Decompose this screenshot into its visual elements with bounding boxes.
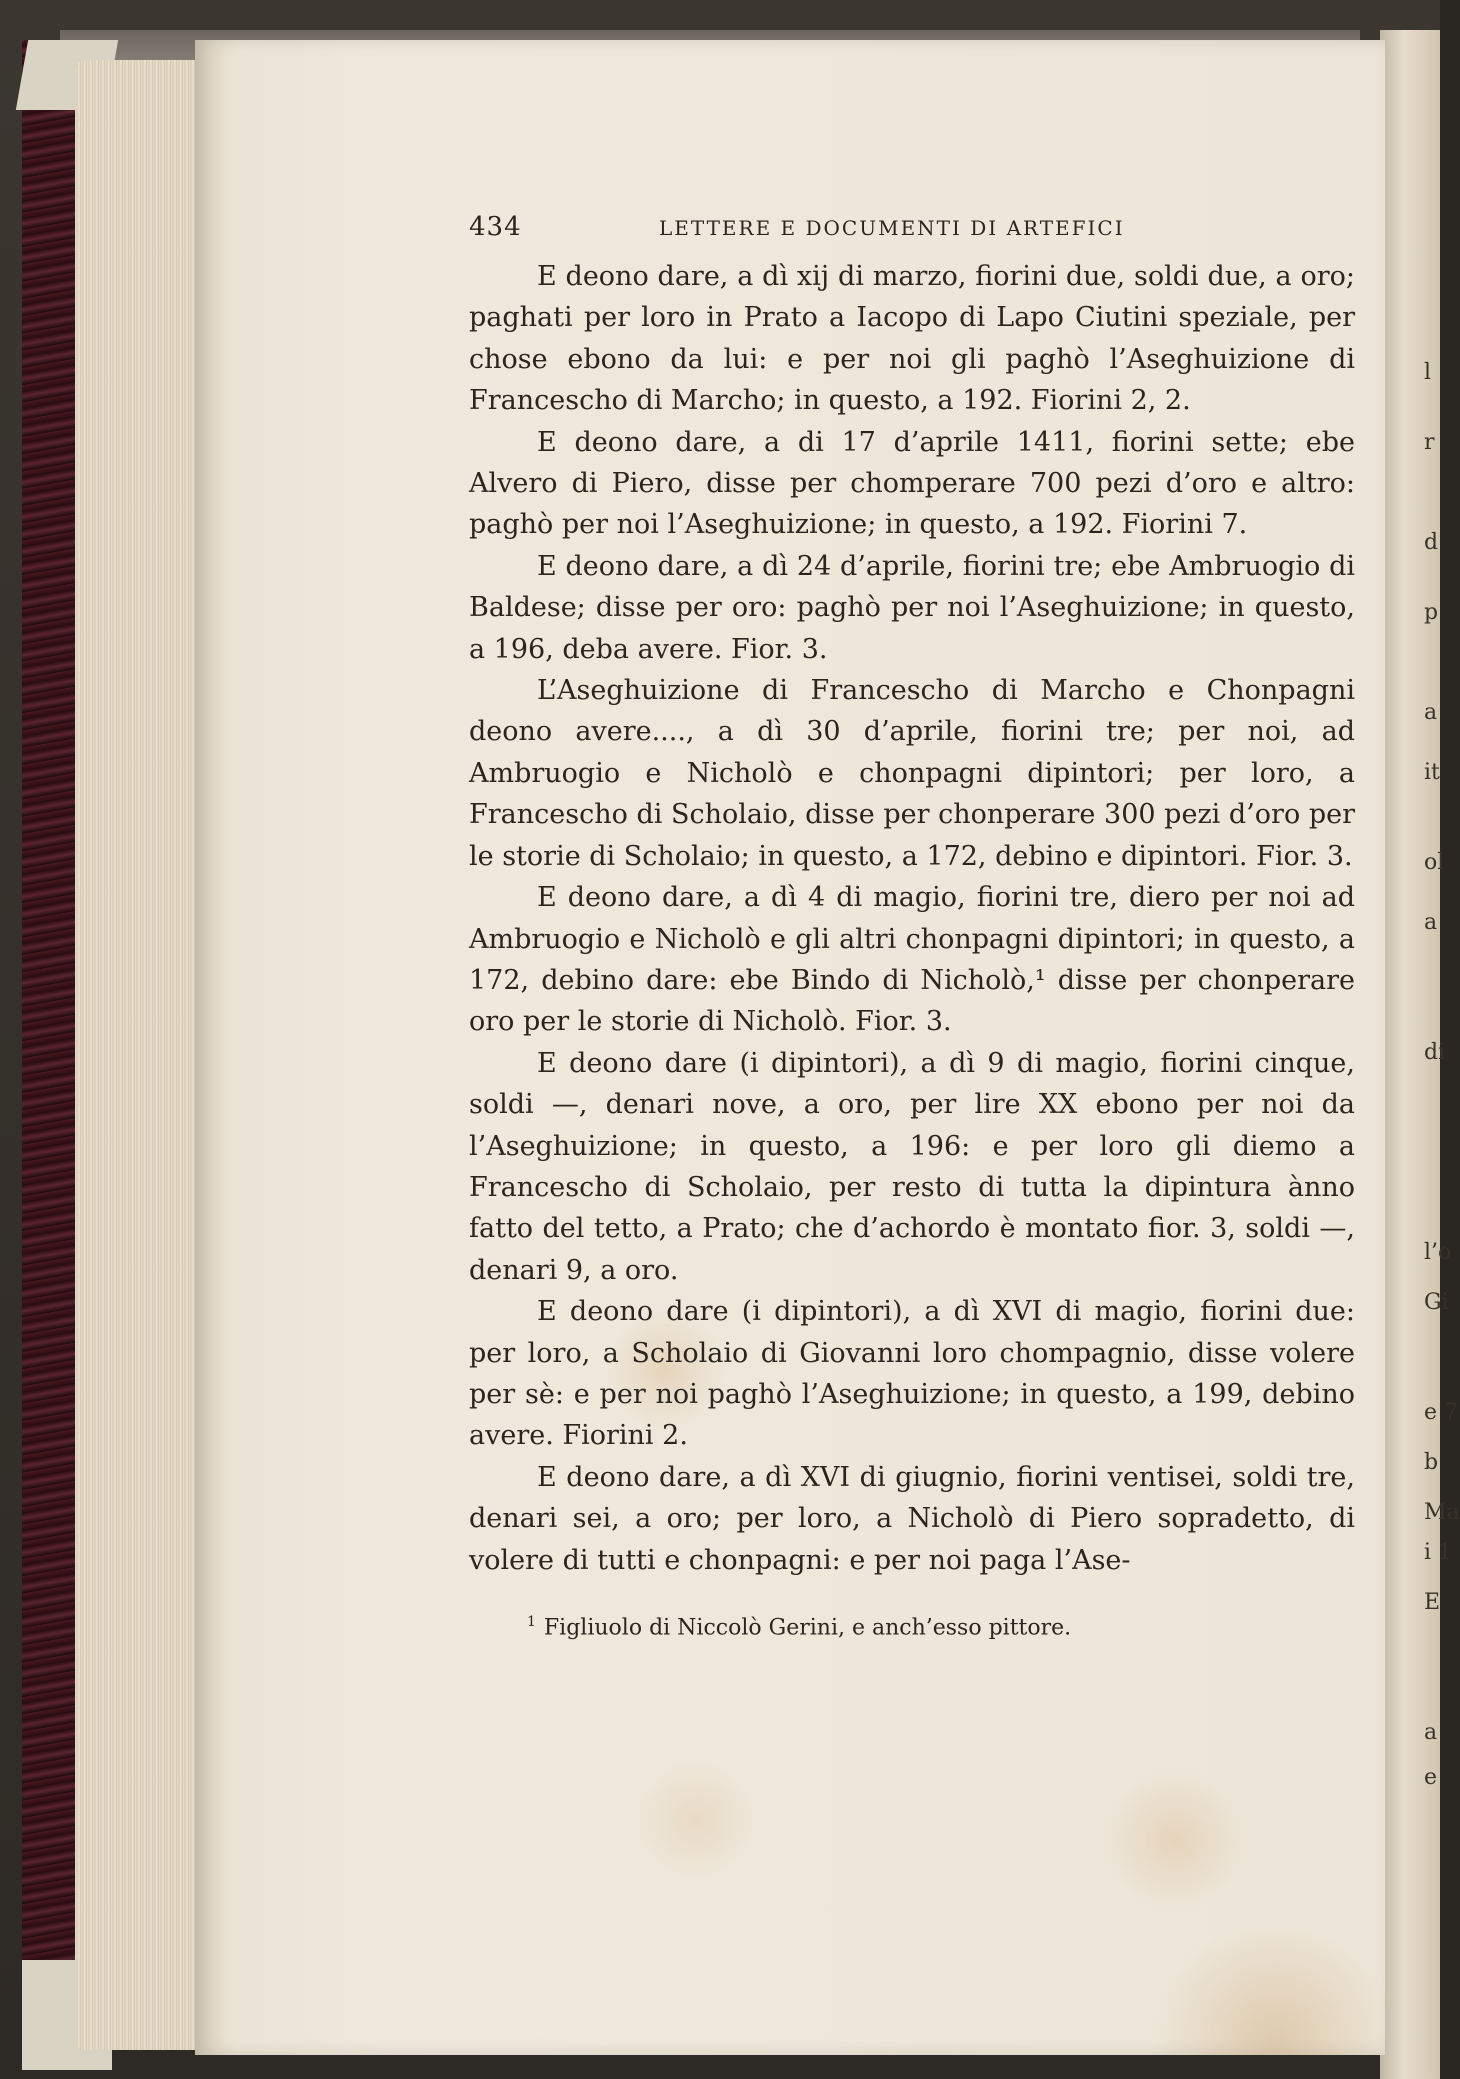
marbled-cover [22, 40, 82, 2040]
facing-page-fragment: di [1424, 1040, 1446, 1065]
facing-page-fragment: Ma [1424, 1500, 1460, 1525]
footnote [469, 1607, 1355, 1643]
footnote-text: Figliuolo di Niccolò Gerini, e anch’esso pittore. [543, 1615, 1072, 1641]
facing-page-fragment: d [1424, 530, 1439, 555]
facing-page-fragment: ol [1424, 850, 1445, 875]
paragraph: E deono dare, a dì xij di marzo, fiorini due, soldi due, a oro; paghati per loro in Prato a Iacopo di Lapo Ciutini speziale, per chose ebono da lui: e per noi gli paghò l’Aseghuizione di Francescho di Marcho; in questo, a 192. Fiorini 2, 2. [469, 261, 1355, 417]
facing-page-fragment: e 7 [1424, 1400, 1459, 1425]
facing-page-fragment: i 1 [1424, 1540, 1453, 1565]
facing-page-fragment: E [1424, 1590, 1441, 1615]
page-content [469, 208, 1355, 1643]
paragraph: E deono dare, a dì 4 di magio, fiorini tre, diero per noi ad Ambruogio e Nicholò e gli altri chonpagni dipintori; in questo, a 172, debino dare: ebe Bindo di Nicholò,¹ disse per chonperare oro per le storie di Nicholò. Fior. 3. [469, 882, 1355, 1038]
page-number: 434 [469, 212, 522, 242]
book-page [195, 40, 1385, 2055]
paragraph: E deono dare (i dipintori), a dì 9 di magio, fiorini cinque, soldi —, denari nove, a oro, per lire XX ebono per noi da l’Aseghuizione; in questo, a 196: e per loro gli diemo a Francescho di Scholaio, per resto di tutta la dipintura ànno fatto del tetto, a Prato; che d’achordo è montato fior. 3, soldi —, denari 9, a oro. [469, 1047, 1355, 1286]
running-title: LETTERE E DOCUMENTI DI ARTEFICI [659, 216, 1125, 240]
facing-page-fragment: p [1424, 600, 1439, 625]
facing-page-fragment: a [1424, 700, 1438, 725]
facing-page-fragment: it [1424, 760, 1440, 785]
facing-page-fragment: e [1424, 1765, 1438, 1790]
paragraph: E deono dare, a dì XVI di giugnio, fiorini ventisei, soldi tre, denari sei, a oro; per loro, a Nicholò di Piero sopradetto, di volere di tutti e chonpagni: e per noi paga l’Ase- [469, 1461, 1355, 1576]
facing-page-fragment: a [1424, 1720, 1438, 1745]
page-header [469, 208, 1355, 256]
facing-page-fragment: Gi [1424, 1290, 1449, 1315]
page-edges [75, 60, 205, 2050]
paragraph: E deono dare (i dipintori), a dì XVI di magio, fiorini due: per loro, a Scholaio di Giovanni loro chompagnio, disse volere per sè: e per noi paghò l’Aseghuizione; in questo, a 199, debino avere. Fiorini 2. [469, 1296, 1355, 1452]
facing-page-fragment: a [1424, 910, 1438, 935]
paragraph: E deono dare, a di 17 d’aprile 1411, fiorini sette; ebe Alvero di Piero, disse per chomperare 700 pezi d’oro e altro: paghò per noi l’Aseghuizione; in questo, a 192. Fiorini 7. [469, 426, 1355, 541]
facing-page-fragment: l’o [1424, 1240, 1452, 1265]
paragraph: L’Aseghuizione di Francescho di Marcho e Chonpagni deono avere...., a dì 30 d’aprile, fiorini tre; per noi, ad Ambruogio e Nicholò e chonpagni dipintori; per loro, a Francescho di Scholaio, disse per chonperare 300 pezi d’oro per le storie di Scholaio; in questo, a 172, debino e dipintori. Fior. 3. [469, 675, 1355, 872]
facing-page-fragment: r [1424, 430, 1435, 455]
paragraph: E deono dare, a dì 24 d’aprile, fiorini tre; ebe Ambruogio di Baldese; disse per oro: paghò per noi l’Aseghuizione; in questo, a 196, deba avere. Fior. 3. [469, 550, 1355, 665]
facing-page-fragment: l [1424, 360, 1432, 385]
footnote-mark: 1 [527, 1614, 536, 1630]
facing-page-fragment: b [1424, 1450, 1439, 1475]
